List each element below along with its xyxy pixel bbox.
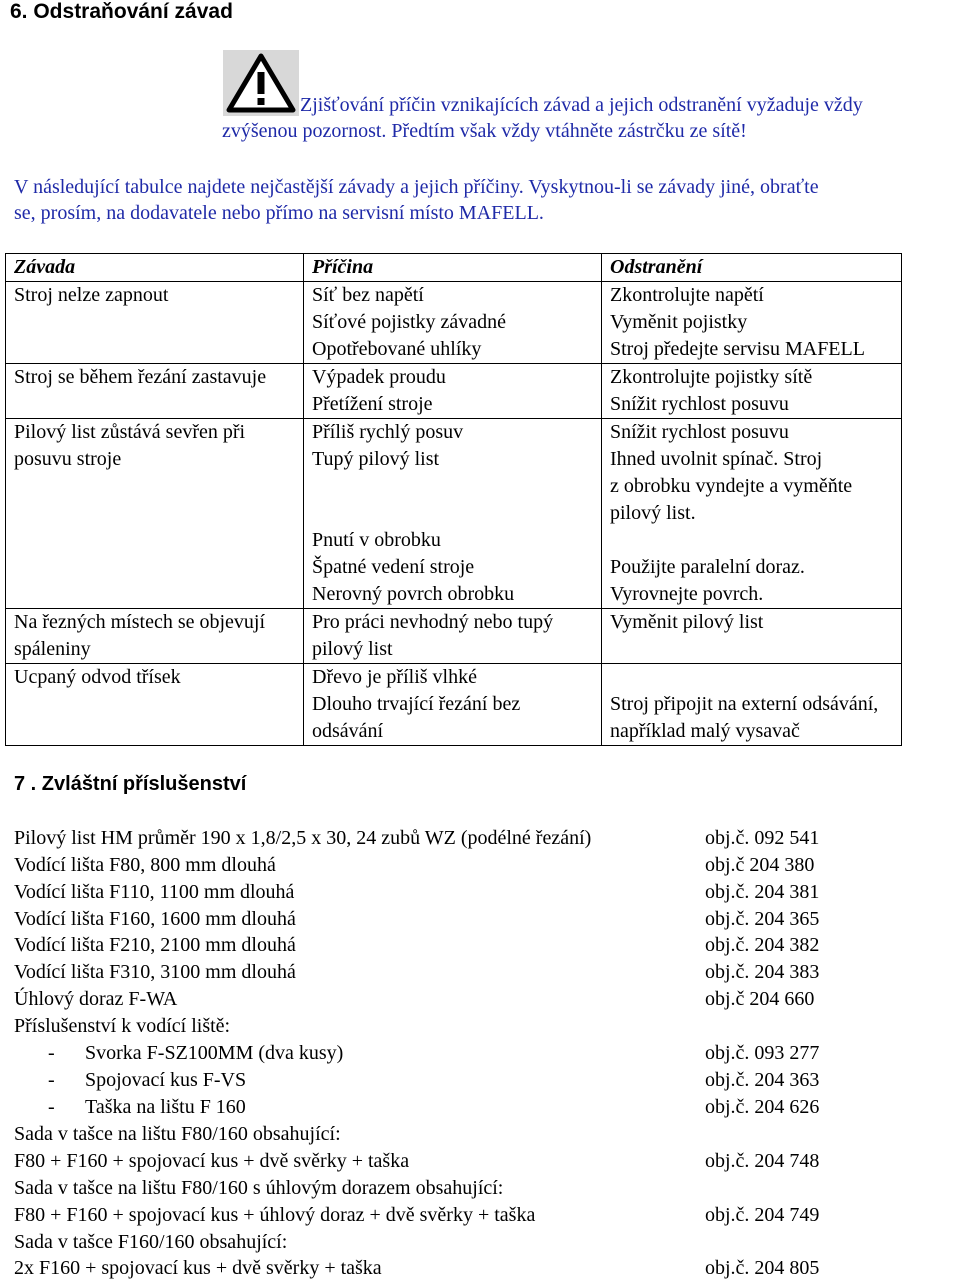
order-number: obj.č 204 380: [705, 854, 815, 876]
cell-line: Na řezných místech se objevují: [14, 611, 266, 633]
header-remedy: Odstranění: [602, 254, 902, 282]
cell-line: [14, 718, 303, 745]
accessory-item: Úhlový doraz F-WA: [14, 988, 178, 1010]
cell-line: Příliš rychlý posuv: [312, 421, 464, 443]
remedy-cell: [602, 364, 902, 419]
order-number: obj.č. 092 541: [705, 827, 820, 849]
cell-line: pilový list.: [610, 502, 696, 524]
accessory-item: Pilový list HM průměr 190 x 1,8/2,5 x 30, 24 zubů WZ (podélné řezání): [14, 827, 592, 849]
cell-line: Zkontrolujte pojistky sítě: [610, 366, 813, 388]
accessory-item: Vodící lišta F210, 2100 mm dlouhá: [14, 934, 296, 956]
cell-line: Vyrovnejte povrch.: [610, 583, 764, 605]
cell-line: Pnutí v obrobku: [312, 529, 441, 551]
cell-line: [14, 500, 303, 527]
cell-line: Stroj nelze zapnout: [14, 284, 169, 306]
cell-line: Ihned uvolnit spínač. Stroj: [610, 448, 823, 470]
cell-line: Zkontrolujte napětí: [610, 284, 764, 306]
fault-cell: [6, 364, 304, 419]
set-heading: Sada v tašce na lištu F80/160 s úhlovým dorazem obsahující:: [14, 1177, 504, 1199]
cell-line: Ucpaný odvod třísek: [14, 666, 181, 688]
set-heading: Sada v tašce na lištu F80/160 obsahující:: [14, 1123, 341, 1145]
cell-line: například malý vysavač: [610, 720, 800, 742]
cell-line: [14, 691, 303, 718]
cause-cell: [304, 364, 602, 419]
fault-cell: [6, 419, 304, 609]
cell-line: Dřevo je příliš vlhké: [312, 666, 477, 688]
cell-line: Pilový list zůstává sevřen při: [14, 421, 246, 443]
cell-line: Dlouho trvající řezání bez: [312, 693, 521, 715]
accessory-item: Vodící lišta F160, 1600 mm dlouhá: [14, 908, 296, 930]
set-contents: F80 + F160 + spojovací kus + dvě svěrky + taška: [14, 1150, 410, 1172]
accessory-sub-item: Svorka F-SZ100MM (dva kusy): [85, 1042, 344, 1064]
cell-line: Tupý pilový list: [312, 448, 440, 470]
cell-line: Vyměnit pilový list: [610, 611, 764, 633]
list-dash: -: [48, 1069, 55, 1091]
cell-line: Stroj předejte servisu MAFELL: [610, 338, 865, 360]
header-fault: Závada: [6, 254, 304, 282]
warning-text-line-1: Zjišťování příčin vznikajících závad a jejich odstranění vyžaduje vždy: [300, 94, 863, 116]
cause-cell: [304, 282, 602, 364]
set-contents: 2x F160 + spojovací kus + dvě svěrky + taška: [14, 1257, 382, 1279]
accessory-item: Vodící lišta F80, 800 mm dlouhá: [14, 854, 276, 876]
warning-text-line-2: zvýšenou pozornost. Předtím však vždy vtáhněte zástrčku ze sítě!: [222, 120, 747, 142]
order-number: obj.č. 204 748: [705, 1150, 820, 1172]
cell-line: posuvu stroje: [14, 448, 122, 470]
set-heading: Sada v tašce F160/160 obsahující:: [14, 1231, 288, 1253]
cell-line: [312, 500, 601, 527]
fault-table-header: [6, 254, 902, 282]
cell-line: Vyměnit pojistky: [610, 311, 748, 333]
cell-line: z obrobku vyndejte a vyměňte: [610, 475, 853, 497]
order-number: obj.č. 093 277: [705, 1042, 820, 1064]
order-number: obj.č. 204 749: [705, 1204, 820, 1226]
order-number: obj.č. 204 382: [705, 934, 820, 956]
list-dash: -: [48, 1042, 55, 1064]
fault-cell: [6, 609, 304, 664]
cell-line: [14, 554, 303, 581]
order-number: obj.č. 204 805: [705, 1257, 820, 1279]
section-7-title: 7 . Zvláštní příslušenství: [14, 773, 247, 795]
cell-line: Špatné vedení stroje: [312, 556, 475, 578]
intro-text-line-1: V následující tabulce najdete nejčastější závady a jejich příčiny. Vyskytnou-li se závady jiné, obraťte: [14, 176, 819, 198]
accessory-item: Vodící lišta F110, 1100 mm dlouhá: [14, 881, 295, 903]
cell-line: Použijte paralelní doraz.: [610, 556, 805, 578]
cell-line: Výpadek proudu: [312, 366, 446, 388]
cell-line: [14, 336, 303, 363]
table-row: [6, 282, 902, 364]
accessory-sub-item: Taška na lištu F 160: [85, 1096, 246, 1118]
cause-cell: [304, 664, 602, 746]
cell-line: [14, 581, 303, 608]
cell-line: Pro práci nevhodný nebo tupý: [312, 611, 554, 633]
cell-line: Snížit rychlost posuvu: [610, 421, 789, 443]
order-number: obj.č. 204 383: [705, 961, 820, 983]
fault-table: [5, 253, 902, 746]
order-number: obj.č. 204 363: [705, 1069, 820, 1091]
cell-line: Nerovný povrch obrobku: [312, 583, 515, 605]
table-row: [6, 664, 902, 746]
cell-line: Síť bez napětí: [312, 284, 424, 306]
table-row: [6, 419, 902, 609]
order-number: obj.č. 204 626: [705, 1096, 820, 1118]
set-contents: F80 + F160 + spojovací kus + úhlový doraz + dvě svěrky + taška: [14, 1204, 536, 1226]
section-6-title: 6. Odstraňování závad: [10, 0, 233, 23]
cell-line: [312, 473, 601, 500]
cell-line: Snížit rychlost posuvu: [610, 393, 789, 415]
cell-line: [610, 527, 901, 554]
fault-cell: [6, 282, 304, 364]
intro-text-line-2: se, prosím, na dodavatele nebo přímo na servisní místo MAFELL.: [14, 202, 544, 224]
cell-line: Přetížení stroje: [312, 393, 433, 415]
cell-line: [610, 664, 901, 691]
cause-cell: [304, 419, 602, 609]
cell-line: Opotřebované uhlíky: [312, 338, 482, 360]
cell-line: spáleniny: [14, 638, 91, 660]
remedy-cell: [602, 664, 902, 746]
cell-line: [14, 391, 303, 418]
warning-triangle-icon: [223, 50, 299, 116]
cell-line: [14, 473, 303, 500]
cell-line: Stroj připojit na externí odsávání,: [610, 693, 879, 715]
order-number: obj.č. 204 365: [705, 908, 820, 930]
accessory-item: Příslušenství k vodící liště:: [14, 1015, 231, 1037]
list-dash: -: [48, 1096, 55, 1118]
table-row: [6, 609, 902, 664]
cause-cell: [304, 609, 602, 664]
cell-line: [14, 527, 303, 554]
cell-line: [14, 309, 303, 336]
cell-line: Síťové pojistky závadné: [312, 311, 507, 333]
table-row: [6, 364, 902, 419]
fault-cell: [6, 664, 304, 746]
accessory-item: Vodící lišta F310, 3100 mm dlouhá: [14, 961, 296, 983]
remedy-cell: [602, 282, 902, 364]
cell-line: [610, 636, 901, 663]
order-number: obj.č 204 660: [705, 988, 815, 1010]
cell-line: pilový list: [312, 638, 393, 660]
order-number: obj.č. 204 381: [705, 881, 820, 903]
accessory-sub-item: Spojovací kus F-VS: [85, 1069, 247, 1091]
remedy-cell: [602, 419, 902, 609]
remedy-cell: [602, 609, 902, 664]
cell-line: odsávání: [312, 720, 384, 742]
cell-line: Stroj se během řezání zastavuje: [14, 366, 267, 388]
header-cause: Příčina: [304, 254, 602, 282]
